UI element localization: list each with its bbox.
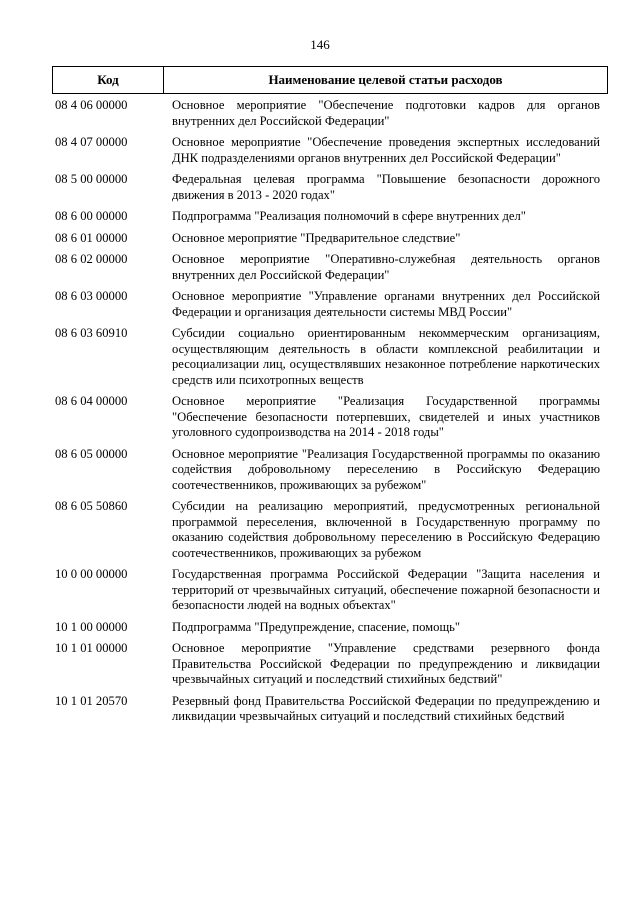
table-row xyxy=(52,252,608,283)
table-row xyxy=(52,641,608,688)
table-row xyxy=(52,231,608,247)
table-row xyxy=(52,289,608,320)
page-number: 146 xyxy=(310,37,330,52)
row-description: Основное мероприятие "Управление органами внутренних дел Российской Федерации и организация деятельности системы МВД России" xyxy=(172,289,600,319)
header-code: Код xyxy=(53,67,164,93)
row-description: Основное мероприятие "Обеспечение проведения экспертных исследований ДНК подразделениями органов внутренних дел Российской Федерации" xyxy=(172,135,600,165)
row-code: 08 4 06 00000 xyxy=(55,98,128,112)
row-code: 08 6 00 00000 xyxy=(55,209,128,223)
table-body xyxy=(52,98,608,725)
row-description: Федеральная целевая программа "Повышение безопасности дорожного движения в 2013 - 2020 годах" xyxy=(172,172,600,202)
row-description: Подпрограмма "Реализация полномочий в сфере внутренних дел" xyxy=(172,209,526,223)
row-code: 08 5 00 00000 xyxy=(55,172,128,186)
row-description: Основное мероприятие "Обеспечение подготовки кадров для органов внутренних дел Российской Федерации" xyxy=(172,98,600,128)
header-name: Наименование целевой статьи расходов xyxy=(268,72,503,87)
row-description: Подпрограмма "Предупреждение, спасение, помощь" xyxy=(172,619,461,634)
row-description: Основное мероприятие "Управление средствами резервного фонда Правительства Российской Федерации по предупреждению и ликвидации чрезвычайных ситуаций и последствий стихийных бедствий" xyxy=(172,641,600,686)
row-code: 08 6 01 00000 xyxy=(55,230,128,245)
row-code: 08 6 02 00000 xyxy=(55,252,128,266)
row-code: 08 4 07 00000 xyxy=(55,135,128,149)
row-code: 08 6 05 00000 xyxy=(55,446,128,461)
row-code: 08 6 03 60910 xyxy=(55,326,128,340)
table-row xyxy=(52,209,608,225)
row-description: Государственная программа Российской Федерации "Защита населения и территорий от чрезвычайных ситуаций, обеспечение пожарной безопасности и безопасности людей на водных объектах" xyxy=(172,567,600,612)
row-description: Субсидии на реализацию мероприятий, предусмотренных региональной программой переселения, включенной в Государственную программу по оказанию содействия добровольному переселению в Российскую Федерацию соотечественников, проживающих за рубежом xyxy=(172,499,600,560)
row-code: 08 6 03 00000 xyxy=(55,289,128,303)
row-code: 10 0 00 00000 xyxy=(55,567,128,581)
table-header xyxy=(52,66,608,94)
row-code: 10 1 01 00000 xyxy=(55,641,128,655)
table-row xyxy=(52,326,608,388)
expense-items-table xyxy=(52,66,608,731)
table-row xyxy=(52,394,608,441)
row-description: Основное мероприятие "Предварительное следствие" xyxy=(172,230,461,245)
row-code: 08 6 04 00000 xyxy=(55,394,128,408)
row-code: 08 6 05 50860 xyxy=(55,499,128,513)
table-row xyxy=(52,172,608,203)
row-description: Основное мероприятие "Реализация Государственной программы "Обеспечение безопасности потерпевших, свидетелей и иных участников уголовного судопроизводства на 2014 - 2018 годы" xyxy=(172,394,600,439)
row-description: Основное мероприятие "Оперативно-служебная деятельность органов внутренних дел Российской Федерации" xyxy=(172,252,600,282)
row-code: 10 1 00 00000 xyxy=(55,619,128,634)
row-description: Основное мероприятие "Реализация Государственной программы по оказанию содействия добровольному переселению в Российскую Федерацию соотечественников, проживающих за рубежом" xyxy=(172,446,600,492)
row-description: Субсидии социально ориентированным некоммерческим организациям, осуществляющим деятельность в области комплексной реабилитации и ресоциализации лиц, осуществлявших незаконное потребление наркотических средств или психотропных веществ xyxy=(172,326,600,387)
table-row xyxy=(52,447,608,494)
table-row xyxy=(52,135,608,166)
table-row xyxy=(52,694,608,725)
table-row xyxy=(52,567,608,614)
table-row xyxy=(52,499,608,561)
row-description: Резервный фонд Правительства Российской Федерации по предупреждению и ликвидации чрезвычайных ситуаций и последствий стихийных бедствий xyxy=(172,693,600,723)
table-row xyxy=(52,620,608,636)
table-row xyxy=(52,98,608,129)
row-code: 10 1 01 20570 xyxy=(55,693,128,708)
